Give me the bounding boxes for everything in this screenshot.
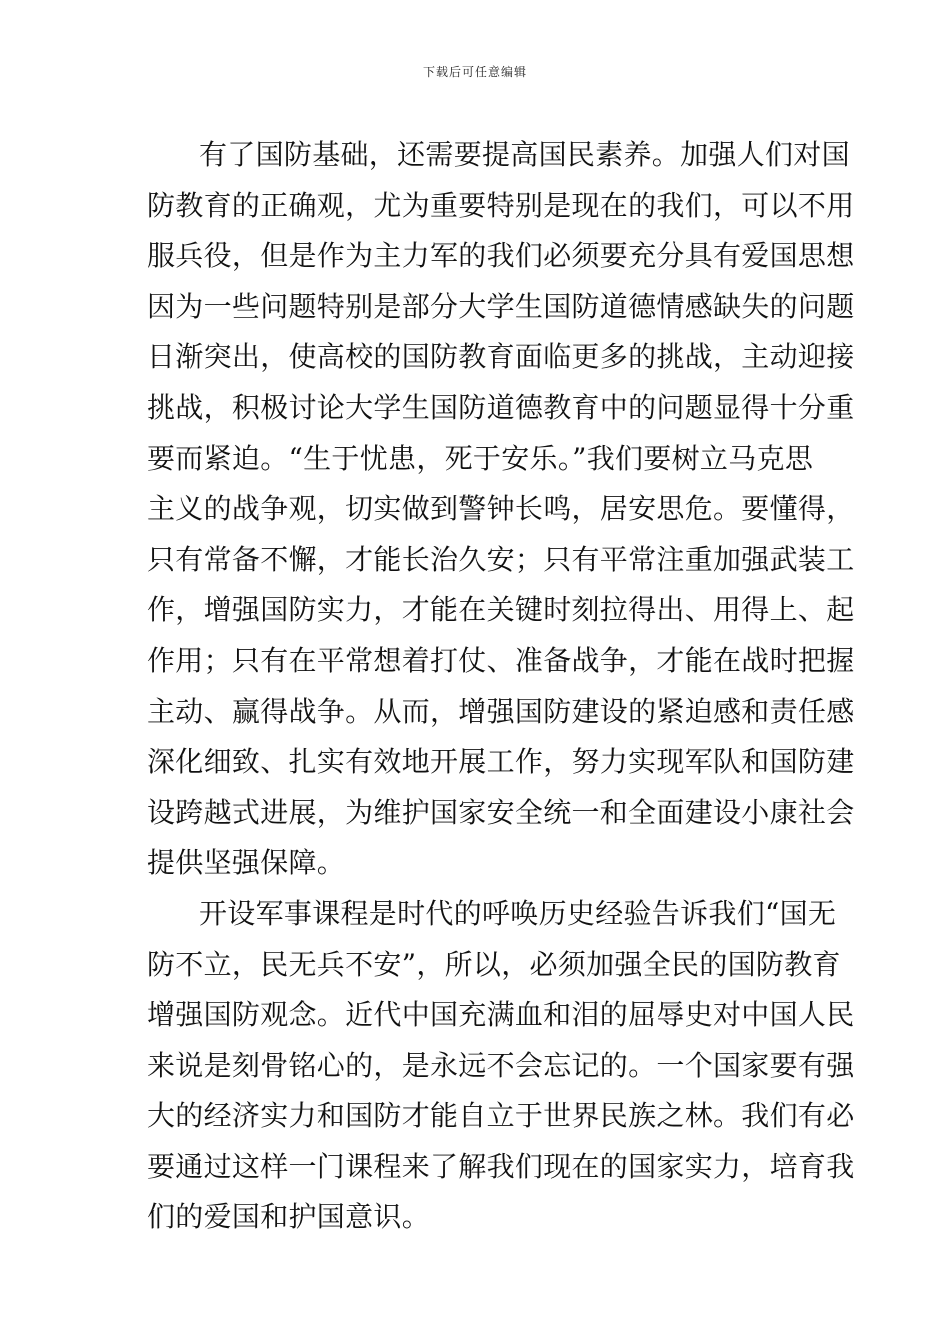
paragraph-2-line-2: 防不立，民无兵不安”，所以，必须加强全民的国防教育: [147, 947, 841, 981]
page-header: 下载后可任意编辑: [422, 65, 527, 79]
paragraph-1-line-14: 设跨越式进展，为维护国家安全统一和全面建设小康社会: [147, 795, 855, 829]
paragraph-1-line-15: 提供坚强保障。: [147, 846, 346, 880]
paragraph-1-line-2: 防教育的正确观，尤为重要特别是现在的我们，可以不用: [147, 188, 855, 222]
paragraph-2-line-3: 增强国防观念。近代中国充满血和泪的屈辱史对中国人民: [147, 998, 855, 1032]
paragraph-1-line-4: 因为一些问题特别是部分大学生国防道德情感缺失的问题: [147, 289, 855, 323]
paragraph-2-line-7: 们的爱国和护国意识。: [147, 1200, 431, 1234]
paragraph-1-line-1: 有了国防基础，还需要提高国民素养。加强人们对国: [199, 138, 850, 171]
paragraph-1-line-5: 日渐突出，使高校的国防教育面临更多的挑战，主动迎接: [147, 340, 855, 374]
paragraph-1-line-3: 服兵役，但是作为主力军的我们必须要充分具有爱国思想: [147, 239, 855, 273]
paragraph-1-line-7: 要而紧迫。“生于忧患，死于安乐。”我们要树立马克思: [147, 441, 814, 475]
document-body: [147, 130, 855, 1243]
paragraph-1-line-13: 深化细致、扎实有效地开展工作，努力实现军队和国防建: [147, 745, 855, 779]
paragraph-1-line-12: 主动、赢得战争。从而，增强国防建设的紧迫感和责任感: [147, 694, 855, 728]
paragraph-2-line-5: 大的经济实力和国防才能自立于世界民族之林。我们有必: [147, 1099, 855, 1133]
paragraph-1-line-9: 只有常备不懈，才能长治久安；只有平常注重加强武装工: [147, 542, 855, 576]
paragraph-2-line-1: 开设军事课程是时代的呼唤历史经验告诉我们“国无: [199, 896, 837, 930]
paragraph-1-line-11: 作用；只有在平常想着打仗、准备战争，才能在战时把握: [147, 643, 855, 677]
paragraph-1-line-6: 挑战，积极讨论大学生国防道德教育中的问题显得十分重: [147, 390, 855, 424]
paragraph-1-line-8: 主义的战争观，切实做到警钟长鸣，居安思危。要懂得，: [147, 492, 855, 526]
paragraph-2-line-6: 要通过这样一门课程来了解我们现在的国家实力，培育我: [147, 1149, 855, 1183]
paragraph-2-line-4: 来说是刻骨铭心的，是永远不会忘记的。一个国家要有强: [147, 1048, 855, 1082]
paragraph-1-line-10: 作，增强国防实力，才能在关键时刻拉得出、用得上、起: [147, 593, 855, 627]
